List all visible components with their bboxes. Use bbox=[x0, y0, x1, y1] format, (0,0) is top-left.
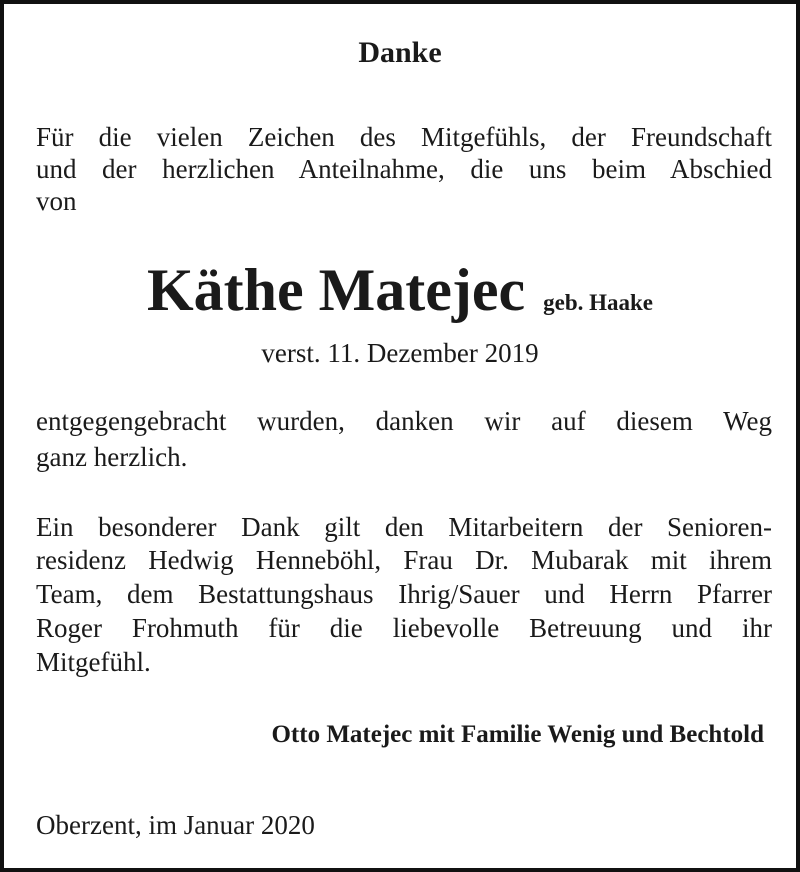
intro-line-3: von bbox=[36, 186, 77, 216]
special-thanks-line-4: Roger Frohmuth für die liebevolle Betreuung und ihr bbox=[36, 613, 772, 643]
signature: Otto Matejec mit Familie Wenig und Bechtold bbox=[271, 721, 764, 748]
deceased-name-row bbox=[4, 257, 796, 323]
special-thanks-line-1: Ein besonderer Dank gilt den Mitarbeitern der Senioren- bbox=[36, 512, 772, 542]
deceased-name: Käthe Matejec bbox=[146, 257, 526, 323]
intro-line-2: und der herzlichen Anteilnahme, die uns beim Abschied bbox=[36, 154, 772, 184]
intro-line-1: Für die vielen Zeichen des Mitgefühls, der Freundschaft bbox=[36, 122, 772, 152]
special-thanks-line-3: Team, dem Bestattungshaus Ihrig/Sauer und Herrn Pfarrer bbox=[36, 579, 772, 609]
thanks-line-1: entgegengebracht wurden, danken wir auf diesem Weg bbox=[36, 406, 772, 436]
thanks-line-2: ganz herzlich. bbox=[36, 442, 188, 472]
death-date: verst. 11. Dezember 2019 bbox=[261, 338, 539, 368]
special-thanks-line-5: Mitgefühl. bbox=[36, 647, 151, 677]
place-and-date: Oberzent, im Januar 2020 bbox=[36, 810, 315, 840]
maiden-name: geb. Haake bbox=[543, 290, 654, 315]
special-thanks-line-2: residenz Hedwig Henneböhl, Frau Dr. Mubarak mit ihrem bbox=[36, 545, 772, 575]
notice-title: Danke bbox=[358, 36, 442, 69]
